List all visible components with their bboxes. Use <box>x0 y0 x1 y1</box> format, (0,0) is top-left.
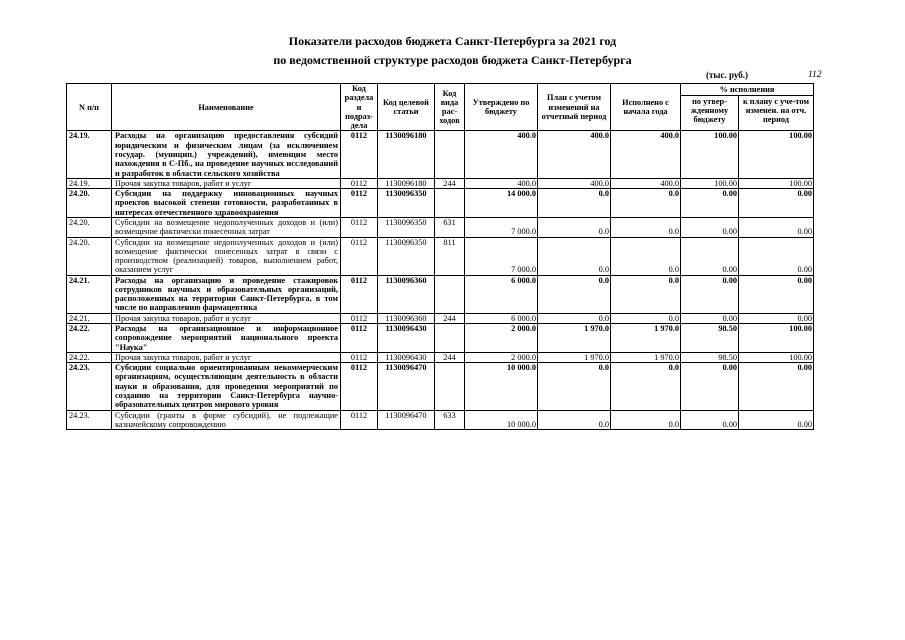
row-section-code: 0112 <box>341 237 378 275</box>
row-executed: 0.0 <box>611 217 681 237</box>
table-row <box>67 275 814 313</box>
row-target-code: 1130096470 <box>378 363 435 410</box>
row-section-code: 0112 <box>341 275 378 313</box>
table-row <box>67 217 814 237</box>
row-approved: 10 000.0 <box>465 363 538 410</box>
row-pct-approved: 0.00 <box>681 363 739 410</box>
row-pct-approved: 0.00 <box>681 237 739 275</box>
row-pct-approved: 0.00 <box>681 410 739 430</box>
header-pct-plan: к плану с уче-том изменен. на отч. период <box>739 95 814 131</box>
row-plan: 400.0 <box>538 131 611 178</box>
row-plan: 1 970.0 <box>538 352 611 362</box>
row-type-code: 244 <box>435 313 465 323</box>
table-row <box>67 131 814 178</box>
row-executed: 1 970.0 <box>611 324 681 353</box>
row-executed: 0.0 <box>611 313 681 323</box>
row-target-code: 1130096350 <box>378 217 435 237</box>
report-subtitle: по ведомственной структуре расходов бюджета Санкт-Петербурга <box>273 53 632 67</box>
row-approved: 400.0 <box>465 178 538 188</box>
row-executed: 0.0 <box>611 410 681 430</box>
table-row <box>67 189 814 218</box>
row-plan: 0.0 <box>538 237 611 275</box>
row-name: Прочая закупка товаров, работ и услуг <box>112 313 341 323</box>
row-executed: 0.0 <box>611 189 681 218</box>
row-pct-approved: 0.00 <box>681 275 739 313</box>
row-name: Прочая закупка товаров, работ и услуг <box>112 178 341 188</box>
table-row <box>67 363 814 410</box>
row-pct-plan: 0.00 <box>739 313 814 323</box>
row-pct-plan: 100.00 <box>739 352 814 362</box>
row-pct-approved: 0.00 <box>681 217 739 237</box>
row-type-code: 244 <box>435 352 465 362</box>
row-name: Расходы на организацию предоставления субсидий юридическим и физическим лицам (за исключением государ. (муницип.) учреждений), имеющим место нахождения в С-Пб., на проведение научных исследований и разработок в области сельского хозяйства <box>112 131 341 178</box>
row-plan: 0.0 <box>538 363 611 410</box>
table-row <box>67 410 814 430</box>
row-pct-plan: 100.00 <box>739 178 814 188</box>
row-plan: 400.0 <box>538 178 611 188</box>
row-approved: 2 000.0 <box>465 324 538 353</box>
row-executed: 400.0 <box>611 178 681 188</box>
row-num: 24.23. <box>67 363 112 410</box>
table-row <box>67 324 814 353</box>
header-num: N п/п <box>67 84 112 131</box>
header-executed: Исполнено с начала года <box>611 84 681 131</box>
report-title: Показатели расходов бюджета Санкт-Петербурга за 2021 год <box>288 34 617 48</box>
header-type-code: Код вида рас-ходов <box>435 84 465 131</box>
row-num: 24.19. <box>67 178 112 188</box>
row-target-code: 1130096430 <box>378 352 435 362</box>
row-name: Субсидии на возмещение недополученных доходов и (или) возмещение фактически понесенных затрат <box>112 217 341 237</box>
row-pct-plan: 100.00 <box>739 131 814 178</box>
row-pct-plan: 0.00 <box>739 237 814 275</box>
row-num: 24.23. <box>67 410 112 430</box>
row-plan: 0.0 <box>538 189 611 218</box>
row-type-code: 631 <box>435 217 465 237</box>
row-target-code: 1130096430 <box>378 324 435 353</box>
row-section-code: 0112 <box>341 131 378 178</box>
row-target-code: 1130096470 <box>378 410 435 430</box>
row-num: 24.22. <box>67 324 112 353</box>
row-num: 24.20. <box>67 189 112 218</box>
row-type-code: 244 <box>435 178 465 188</box>
row-plan: 0.0 <box>538 313 611 323</box>
row-target-code: 1130096180 <box>378 131 435 178</box>
row-name: Субсидии (гранты в форме субсидий), не подлежащие казначейскому сопровождению <box>112 410 341 430</box>
row-pct-plan: 100.00 <box>739 324 814 353</box>
row-plan: 0.0 <box>538 410 611 430</box>
row-name: Расходы на организацию и проведение стажировок сотрудников научных и образовательных организаций, расположенных на территории Санкт-Петербурга, в том числе по направлению фармацевтика <box>112 275 341 313</box>
header-target-code: Код целевой статьи <box>378 84 435 131</box>
row-name: Прочая закупка товаров, работ и услуг <box>112 352 341 362</box>
row-section-code: 0112 <box>341 178 378 188</box>
row-section-code: 0112 <box>341 189 378 218</box>
row-type-code <box>435 324 465 353</box>
row-type-code <box>435 363 465 410</box>
row-num: 24.20. <box>67 237 112 275</box>
page-number: 112 <box>808 70 822 80</box>
row-type-code <box>435 189 465 218</box>
row-approved: 6 000.0 <box>465 313 538 323</box>
row-target-code: 1130096360 <box>378 313 435 323</box>
row-plan: 0.0 <box>538 275 611 313</box>
header-name: Наименование <box>112 84 341 131</box>
row-num: 24.21. <box>67 313 112 323</box>
row-pct-plan: 0.00 <box>739 363 814 410</box>
row-executed: 0.0 <box>611 237 681 275</box>
row-pct-plan: 0.00 <box>739 275 814 313</box>
row-approved: 7 000.0 <box>465 217 538 237</box>
table-row <box>67 313 814 323</box>
row-approved: 14 000.0 <box>465 189 538 218</box>
row-type-code: 811 <box>435 237 465 275</box>
row-approved: 7 000.0 <box>465 237 538 275</box>
row-approved: 10 000.0 <box>465 410 538 430</box>
row-name: Субсидии на поддержку инновационных научных проектов высокой степени готовности, разработанных в интересах отечественного здравоохранения <box>112 189 341 218</box>
row-pct-approved: 100.00 <box>681 178 739 188</box>
row-name: Расходы на организационное и информационное сопровождение мероприятий национального проекта "Наука" <box>112 324 341 353</box>
row-pct-plan: 0.00 <box>739 217 814 237</box>
row-target-code: 1130096350 <box>378 237 435 275</box>
row-pct-approved: 0.00 <box>681 313 739 323</box>
row-num: 24.20. <box>67 217 112 237</box>
table-row <box>67 237 814 275</box>
table-body <box>67 131 814 430</box>
row-pct-approved: 98.50 <box>681 352 739 362</box>
header-approved: Утверждено по бюджету <box>465 84 538 131</box>
row-plan: 0.0 <box>538 217 611 237</box>
row-num: 24.21. <box>67 275 112 313</box>
budget-table <box>66 83 814 430</box>
row-executed: 1 970.0 <box>611 352 681 362</box>
row-approved: 2 000.0 <box>465 352 538 362</box>
row-executed: 0.0 <box>611 275 681 313</box>
row-pct-approved: 100.00 <box>681 131 739 178</box>
row-pct-approved: 98.50 <box>681 324 739 353</box>
row-section-code: 0112 <box>341 410 378 430</box>
row-approved: 400.0 <box>465 131 538 178</box>
row-section-code: 0112 <box>341 363 378 410</box>
row-type-code <box>435 131 465 178</box>
header-pct-approved: по утвер-жденному бюджету <box>681 95 739 131</box>
row-approved: 6 000.0 <box>465 275 538 313</box>
row-plan: 1 970.0 <box>538 324 611 353</box>
row-name: Субсидии социально ориентированным некоммерческим организациям, осуществляющим деятельность в области науки и образования, для проведения мероприятий по созданию на территории Санкт-Петербурга научно-образовательных центров мирового уровня <box>112 363 341 410</box>
header-plan: План с учетом изменений на отчетный период <box>538 84 611 131</box>
row-section-code: 0112 <box>341 324 378 353</box>
row-executed: 0.0 <box>611 363 681 410</box>
row-section-code: 0112 <box>341 352 378 362</box>
row-section-code: 0112 <box>341 313 378 323</box>
header-percent-group: % исполнения <box>681 84 814 96</box>
row-type-code: 633 <box>435 410 465 430</box>
table-row <box>67 352 814 362</box>
units-label: (тыс. руб.) <box>706 70 748 80</box>
row-num: 24.22. <box>67 352 112 362</box>
table-row <box>67 178 814 188</box>
row-target-code: 1130096350 <box>378 189 435 218</box>
row-section-code: 0112 <box>341 217 378 237</box>
row-type-code <box>435 275 465 313</box>
row-pct-approved: 0.00 <box>681 189 739 218</box>
row-target-code: 1130096360 <box>378 275 435 313</box>
header-section-code: Код раздела и подраз-дела <box>341 84 378 131</box>
row-target-code: 1130096180 <box>378 178 435 188</box>
row-pct-plan: 0.00 <box>739 189 814 218</box>
row-name: Субсидии на возмещение недополученных доходов и (или) возмещение фактически понесенных затрат в связи с производством (реализацией) товаров, выполнением работ, оказанием услуг <box>112 237 341 275</box>
row-num: 24.19. <box>67 131 112 178</box>
row-pct-plan: 0.00 <box>739 410 814 430</box>
row-executed: 400.0 <box>611 131 681 178</box>
